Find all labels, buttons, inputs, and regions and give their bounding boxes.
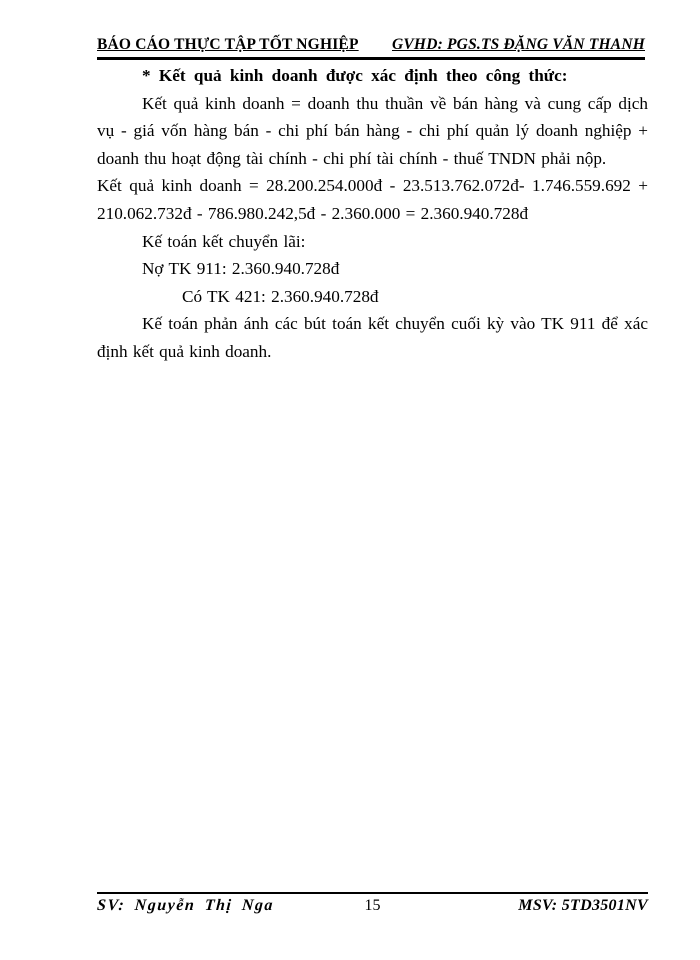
- paragraph-calculation: Kết quả kinh doanh = 28.200.254.000đ - 23.513.762.072đ- 1.746.559.692 + 210.062.732đ - 786.980.242,5đ - 2.360.000 = 2.360.940.728đ: [97, 176, 648, 223]
- header-divider: [97, 57, 645, 60]
- footer-row: [97, 897, 648, 915]
- paragraph-debit-entry: Nợ TK 911: 2.360.940.728đ: [142, 259, 340, 279]
- document-body: [97, 62, 648, 366]
- header-row: [97, 36, 645, 54]
- page-number: 15: [364, 897, 381, 914]
- student-id: MSV: 5TD3501NV: [518, 897, 648, 914]
- student-name: SV: Nguyễn Thị Nga: [96, 897, 275, 914]
- advisor-name: GVHD: PGS.TS ĐẶNG VĂN THANH: [392, 36, 645, 53]
- paragraph-formula-definition: Kết quả kinh doanh = doanh thu thuần về bán hàng và cung cấp dịch vụ - giá vốn hàng bán - chi phí bán hàng - chi phí quản lý doanh nghiệp + doanh thu hoạt động tài chính - chi phí tài chính - thuế TNDN phải nộp.: [97, 93, 648, 168]
- report-title: BÁO CÁO THỰC TẬP TỐT NGHIỆP: [97, 36, 359, 53]
- paragraph-credit-entry: Có TK 421: 2.360.940.728đ: [182, 286, 379, 306]
- footer-divider: [97, 892, 648, 895]
- paragraph-transfer-label: Kế toán kết chuyển lãi:: [142, 231, 306, 251]
- page-footer: [97, 892, 648, 916]
- paragraph-conclusion: Kế toán phản ánh các bút toán kết chuyển cuối kỳ vào TK 911 để xác định kết quả kinh doanh.: [97, 314, 648, 361]
- paragraph-formula-heading: * Kết quả kinh doanh được xác định theo công thức:: [142, 66, 568, 85]
- page-header: [97, 36, 645, 60]
